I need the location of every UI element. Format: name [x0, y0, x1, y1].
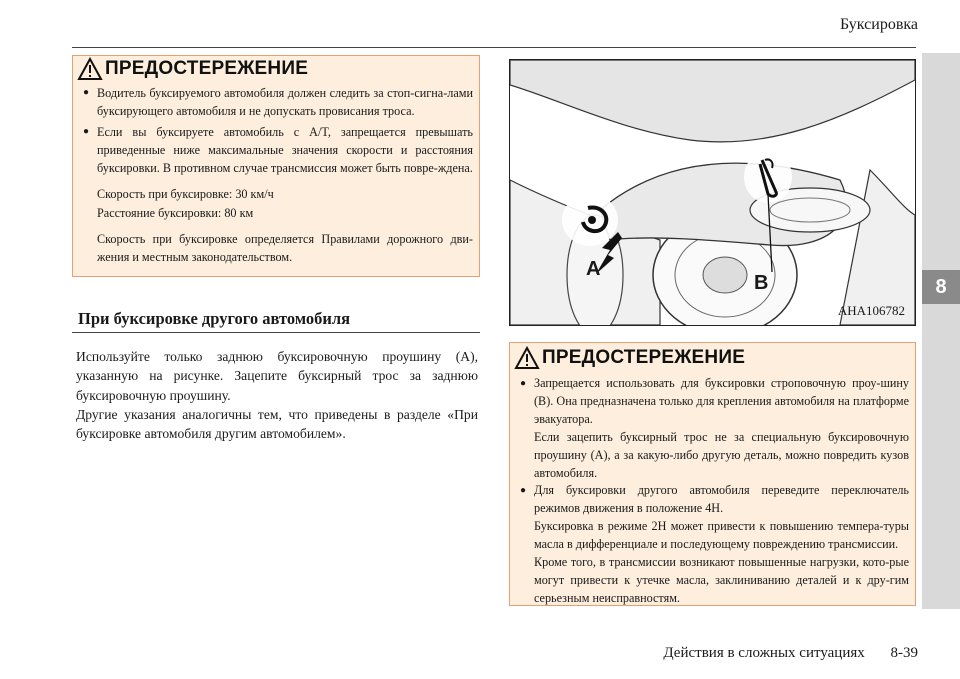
warning-title: ПРЕДОСТЕРЕЖЕНИЕ: [542, 347, 746, 368]
warning-bullet: ● Запрещается использовать для буксировки строповочную проу-шину (B). Она предназначена только для крепления автомобиля на платформе эвакуатора.: [520, 375, 909, 429]
spacer: [83, 177, 473, 185]
chapter-side-tab: [922, 53, 960, 609]
towing-hook-illustration: [509, 59, 916, 326]
warning-header: [73, 56, 479, 82]
warning-paragraph: Кроме того, в трансмиссии возникают повышенные нагрузки, кото-рые могут привести к утечке масла, заклиниванию деталей и к дру-гим серьезным неисправностям.: [534, 555, 909, 605]
warning-triangle-icon: [514, 346, 540, 370]
spacer: [83, 222, 473, 230]
warning-triangle-icon: [77, 57, 103, 81]
body-paragraph: Используйте только заднюю буксировочную проушину (A), указанную на рисунке. Зацепите буксирный трос за заднюю буксировочную проушину.: [76, 349, 478, 403]
page-footer: [663, 645, 918, 662]
traffic-rules-note: Скорость при буксировке определяется Правилами дорожного дви-жения и местным законодательством.: [97, 232, 473, 265]
figure-label-a: A: [586, 258, 601, 280]
warning-header: [510, 343, 915, 373]
header-rule: [72, 47, 916, 48]
section-rule: [72, 332, 480, 333]
warning-box-bottom: [509, 342, 916, 606]
warning-bullet: ● Водитель буксируемого автомобиля должен следить за стоп-сигна-лами буксирующего автомобиля и не допускать провисания троса.: [83, 84, 473, 121]
footer-page-number: 8-39: [890, 645, 918, 661]
body-paragraph: Другие указания аналогичны тем, что приведены в разделе «При буксировке автомобиля другим автомобилем».: [76, 406, 478, 442]
section-heading: При буксировке другого автомобиля: [78, 309, 351, 328]
warning-paragraph: Буксировка в режиме 2H может привести к повышению темпера-туры масла в дифференциале и последующему повреждению трансмиссии.: [534, 519, 909, 552]
warning-paragraph: Если зацепить буксирный трос не за специальную буксировочную проушину (A), а за какую-либо другую деталь, можно повредить кузов автомобиля.: [534, 429, 909, 480]
warning-title: ПРЕДОСТЕРЕЖЕНИЕ: [105, 58, 309, 79]
warning-bullet: ● Для буксировки другого автомобиля переведите переключатель режимов движения в положение 4H.: [520, 482, 909, 518]
figure-label-b: B: [754, 272, 769, 294]
footer-section-title: Действия в сложных ситуациях: [663, 645, 865, 661]
figure-code: AHA106782: [837, 303, 905, 318]
section-body: [76, 347, 478, 443]
towing-speed-line: Скорость при буксировке: 30 км/ч: [97, 187, 274, 202]
warning-body: [73, 82, 479, 267]
warning-bullet: ● Если вы буксируете автомобиль с A/T, запрещается превышать приведенные ниже максимальные значения скорости и расстояния буксировки. В противном случае трансмиссия может быть повре-ждена.: [83, 123, 473, 178]
warning-body: [510, 373, 915, 608]
warning-box-top: [72, 55, 480, 277]
chapter-number-badge[interactable]: 8: [922, 270, 960, 304]
vehicle-underside-drawing: [510, 60, 915, 325]
towing-distance-line: Расстояние буксировки: 80 км: [97, 205, 254, 220]
page-header-title: Буксировка: [839, 16, 918, 33]
